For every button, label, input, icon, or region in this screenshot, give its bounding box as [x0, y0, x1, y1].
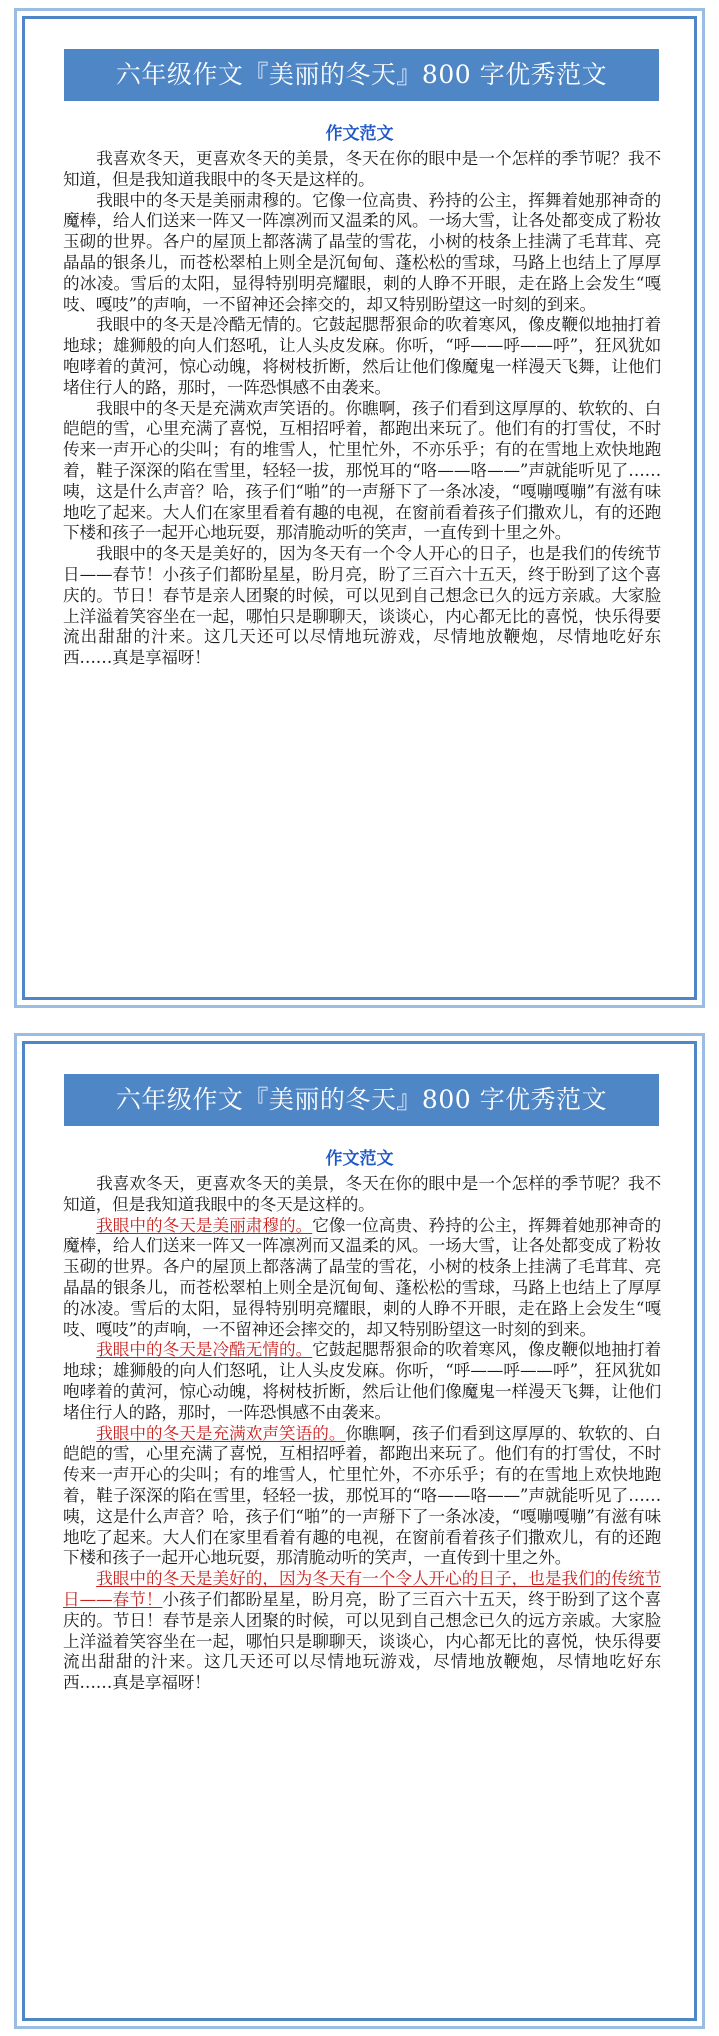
essay-body — [63, 1174, 661, 1694]
paragraph-text: 我喜欢冬天，更喜欢冬天的美景，冬天在你的眼中是一个怎样的季节呢？我不知道，但是我知道我眼中的冬天是这样的。 — [63, 149, 661, 189]
key-sentence: 我眼中的冬天是充满欢声笑语的。 — [96, 1423, 346, 1443]
essay-title-banner: 六年级作文『美丽的冬天』800 字优秀范文 — [64, 49, 659, 101]
key-sentence: 我眼中的冬天是美丽肃穆的。 — [96, 1215, 313, 1235]
essay-subtitle: 作文范文 — [325, 1149, 394, 1169]
essay-subtitle: 作文范文 — [325, 124, 394, 144]
essay-body — [63, 149, 661, 669]
essay-paragraph — [63, 1216, 661, 1341]
essay-paragraph — [63, 544, 661, 669]
essay-paragraph — [63, 1569, 661, 1694]
essay-paragraph — [63, 149, 661, 191]
essay-card-annotated — [22, 1041, 697, 2021]
paragraph-text: 我眼中的冬天是充满欢声笑语的。你瞧啊，孩子们看到这厚厚的、软软的、白皑皑的雪，心里充满了喜悦，互相招呼着，都跑出来玩了。他们有的打雪仗，不时传来一声开心的尖叫；有的堆雪人，忙里忙外，不亦乐乎；有的在雪地上欢快地跑着，鞋子深深的陷在雪里，轻轻一拔，那悦耳的“咯——咯——”声就能听见了……咦，这是什么声音？哈，孩子们“啪”的一声掰下了一条冰凌，“嘎嘣嘎嘣”有滋有味地吃了起来。大人们在家里看着有趣的电视，在窗前看着孩子们撒欢儿，有的还跑下楼和孩子一起开心地玩耍，那清脆动听的笑声，一直传到十里之外。 — [63, 398, 661, 543]
essay-paragraph — [63, 1424, 661, 1570]
essay-paragraph — [63, 191, 661, 316]
paragraph-text: 我眼中的冬天是冷酷无情的。它鼓起腮帮狠命的吹着寒风，像皮鞭似地抽打着地球；雄狮般的向人们怒吼，让人头皮发麻。你听，“呼——呼——呼”，狂风犹如咆哮着的黄河，惊心动魄，将树枝折断，然后让他们像魔鬼一样漫天飞舞，让他们堵住行人的路，那时，一阵恐惧感不由袭来。 — [63, 315, 661, 397]
essay-card-plain — [22, 16, 697, 1000]
essay-paragraph — [63, 399, 661, 545]
paragraph-text: 我眼中的冬天是美好的，因为冬天有一个令人开心的日子，也是我们的传统节日——春节！小孩子们都盼星星，盼月亮，盼了三百六十五天，终于盼到了这个喜庆的。节日！春节是亲人团聚的时候，可以见到自己想念已久的远方亲戚。大家脸上洋溢着笑容坐在一起，哪怕只是聊聊天，谈谈心，内心都无比的喜悦，快乐得要流出甜甜的汁来。这几天还可以尽情地玩游戏，尽情地放鞭炮，尽情地吃好东西……真是享福呀！ — [63, 544, 661, 668]
essay-title-banner: 六年级作文『美丽的冬天』800 字优秀范文 — [64, 1074, 659, 1126]
essay-paragraph — [63, 1340, 661, 1423]
essay-paragraph — [63, 1174, 661, 1216]
paragraph-text: 它鼓起腮帮狠命的吹着寒风，像皮鞭似地抽打着地球；雄狮般的向人们怒吼，让人头皮发麻。你听，“呼——呼——呼”，狂风犹如咆哮着的黄河，惊心动魄，将树枝折断，然后让他们像魔鬼一样漫天飞舞，让他们堵住行人的路，那时，一阵恐惧感不由袭来。 — [63, 1340, 661, 1422]
key-sentence: 我眼中的冬天是冷酷无情的。 — [96, 1340, 313, 1360]
paragraph-text: 我眼中的冬天是美丽肃穆的。它像一位高贵、矜持的公主，挥舞着她那神奇的魔棒，给人们送来一阵又一阵凛冽而又温柔的风。一场大雪，让各处都变成了粉妆玉砌的世界。各户的屋顶上都落满了晶莹的雪花，小树的枝条上挂满了毛茸茸、亮晶晶的银条儿，而苍松翠柏上则全是沉甸甸、蓬松松的雪球，马路上也结上了厚厚的冰凌。雪后的太阳，显得特别明亮耀眼，刺的人睁不开眼，走在路上会发生“嘎吱、嘎吱”的声响，一不留神还会摔交的，却又特别盼望这一时刻的到来。 — [63, 190, 661, 314]
paragraph-text: 小孩子们都盼星星，盼月亮，盼了三百六十五天，终于盼到了这个喜庆的。节日！春节是亲人团聚的时候，可以见到自己想念已久的远方亲戚。大家脸上洋溢着笑容坐在一起，哪怕只是聊聊天，谈谈心，内心都无比的喜悦，快乐得要流出甜甜的汁来。这几天还可以尽情地玩游戏，尽情地放鞭炮，尽情地吃好东西……真是享福呀！ — [63, 1589, 661, 1693]
paragraph-text: 它像一位高贵、矜持的公主，挥舞着她那神奇的魔棒，给人们送来一阵又一阵凛冽而又温柔的风。一场大雪，让各处都变成了粉妆玉砌的世界。各户的屋顶上都落满了晶莹的雪花，小树的枝条上挂满了毛茸茸、亮晶晶的银条儿，而苍松翠柏上则全是沉甸甸、蓬松松的雪球，马路上也结上了厚厚的冰凌。雪后的太阳，显得特别明亮耀眼，刺的人睁不开眼，走在路上会发生“嘎吱、嘎吱”的声响，一不留神还会摔交的，却又特别盼望这一时刻的到来。 — [63, 1215, 661, 1339]
essay-paragraph — [63, 315, 661, 398]
paragraph-text: 我喜欢冬天，更喜欢冬天的美景，冬天在你的眼中是一个怎样的季节呢？我不知道，但是我知道我眼中的冬天是这样的。 — [63, 1174, 661, 1214]
key-sentence: 我眼中的冬天是美好的，因为冬天有一个令人开心的日子，也是我们的传统节日——春节！ — [63, 1569, 661, 1609]
paragraph-text: 你瞧啊，孩子们看到这厚厚的、软软的、白皑皑的雪，心里充满了喜悦，互相招呼着，都跑出来玩了。他们有的打雪仗，不时传来一声开心的尖叫；有的堆雪人，忙里忙外，不亦乐乎；有的在雪地上欢快地跑着，鞋子深深的陷在雪里，轻轻一拔，那悦耳的“咯——咯——”声就能听见了……咦，这是什么声音？哈，孩子们“啪”的一声掰下了一条冰凌，“嘎嘣嘎嘣”有滋有味地吃了起来。大人们在家里看着有趣的电视，在窗前看着孩子们撒欢儿，有的还跑下楼和孩子一起开心地玩耍，那清脆动听的笑声，一直传到十里之外。 — [63, 1423, 661, 1568]
